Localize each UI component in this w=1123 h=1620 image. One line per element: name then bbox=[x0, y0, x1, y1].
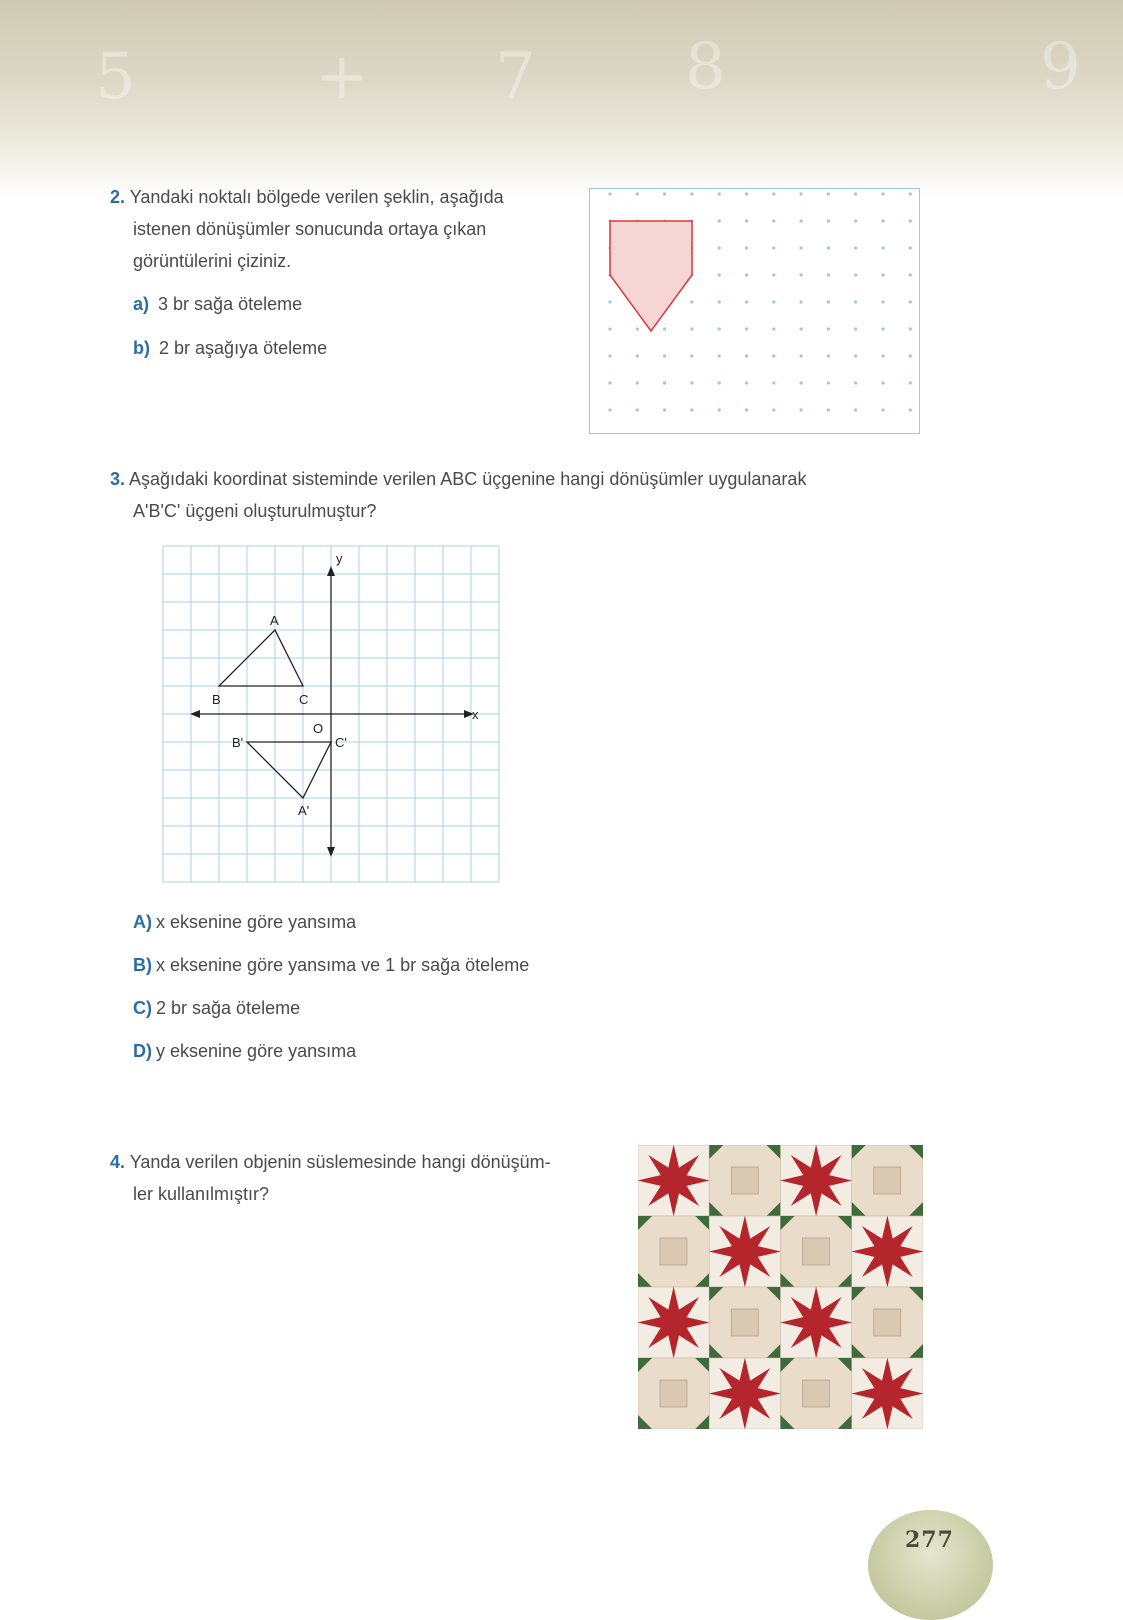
grid-dot bbox=[772, 408, 775, 411]
grid-dot bbox=[827, 219, 830, 222]
decor-digit: 8 bbox=[685, 30, 726, 104]
decor-digit: 9 bbox=[1040, 30, 1081, 104]
grid-dot bbox=[718, 300, 721, 303]
quilt-patch-center bbox=[731, 1309, 758, 1336]
grid-dot bbox=[881, 354, 884, 357]
grid-dot bbox=[881, 408, 884, 411]
grid-dot bbox=[854, 219, 857, 222]
q3-option-d-text: y eksenine göre yansıma bbox=[156, 1041, 357, 1061]
grid-dot bbox=[718, 192, 721, 195]
grid-dot bbox=[800, 273, 803, 276]
quilt-patch-center bbox=[803, 1238, 830, 1265]
grid-dot bbox=[909, 408, 912, 411]
q3-text-line2: A'B'C' üçgeni oluşturulmuştur? bbox=[133, 501, 377, 521]
vertex-b-label: B bbox=[212, 692, 221, 707]
grid-dot bbox=[827, 246, 830, 249]
grid-dot bbox=[909, 381, 912, 384]
quilt-patch-center bbox=[731, 1167, 758, 1194]
pentagon-shape bbox=[610, 221, 692, 331]
grid-dot bbox=[718, 381, 721, 384]
grid-dot bbox=[800, 219, 803, 222]
grid-dot bbox=[663, 381, 666, 384]
q3-option-a-text: x eksenine göre yansıma bbox=[156, 912, 357, 932]
decor-digit: 5 bbox=[95, 40, 136, 114]
vertex-c-label: C bbox=[299, 692, 309, 707]
vertex-b-prime-label: B' bbox=[232, 735, 244, 750]
grid-dot bbox=[827, 192, 830, 195]
q3-option-c bbox=[133, 998, 300, 1019]
grid-dot bbox=[608, 381, 611, 384]
grid-dot bbox=[881, 300, 884, 303]
grid-dot bbox=[608, 354, 611, 357]
quilt-star bbox=[780, 1287, 852, 1359]
grid-dot bbox=[909, 327, 912, 330]
dot-grid-panel bbox=[589, 188, 920, 434]
coordinate-svg bbox=[160, 543, 504, 886]
q4-text-line1: Yanda verilen objenin süslemesinde hangi dönüşüm- bbox=[129, 1152, 551, 1172]
q3-option-a-label: A) bbox=[133, 912, 152, 932]
grid-dot bbox=[663, 327, 666, 330]
vertex-c-prime-label: C' bbox=[335, 735, 347, 750]
q3-option-c-text: 2 br sağa öteleme bbox=[156, 998, 301, 1018]
grid-dot bbox=[718, 219, 721, 222]
grid-dot bbox=[854, 273, 857, 276]
grid-dot bbox=[881, 327, 884, 330]
grid-dot bbox=[745, 354, 748, 357]
grid-dot bbox=[772, 192, 775, 195]
grid-dot bbox=[881, 273, 884, 276]
q2-option-a-text: 3 br sağa öteleme bbox=[158, 294, 303, 314]
q2-option-a bbox=[133, 294, 302, 315]
quilt-patch-center bbox=[660, 1380, 687, 1407]
quilt-patch-center bbox=[803, 1380, 830, 1407]
y-axis-arrow-down bbox=[327, 847, 335, 857]
grid-dot bbox=[854, 300, 857, 303]
grid-dot bbox=[718, 327, 721, 330]
q2-line1 bbox=[110, 181, 504, 213]
grid-dot bbox=[854, 408, 857, 411]
grid-dot bbox=[827, 354, 830, 357]
grid-dot bbox=[772, 327, 775, 330]
grid-dot bbox=[608, 327, 611, 330]
grid-dot bbox=[800, 192, 803, 195]
grid-dot bbox=[690, 300, 693, 303]
grid-dot bbox=[745, 381, 748, 384]
q3-option-d-label: D) bbox=[133, 1041, 152, 1061]
grid-dot bbox=[827, 408, 830, 411]
grid-dot bbox=[800, 246, 803, 249]
q2-option-b bbox=[133, 338, 327, 359]
vertex-a-prime-label: A' bbox=[298, 803, 310, 818]
grid-dot bbox=[854, 192, 857, 195]
page-number: 277 bbox=[905, 1527, 954, 1553]
grid-dot bbox=[663, 192, 666, 195]
quilt-patch-center bbox=[660, 1238, 687, 1265]
grid-dot bbox=[772, 246, 775, 249]
grid-dot bbox=[636, 327, 639, 330]
y-axis-arrow-up bbox=[327, 566, 335, 576]
q3-number: 3. bbox=[110, 469, 126, 489]
grid-dot bbox=[909, 273, 912, 276]
grid-dot bbox=[909, 354, 912, 357]
grid-dot bbox=[718, 354, 721, 357]
quilt-patch-center bbox=[874, 1167, 901, 1194]
grid-dot bbox=[800, 354, 803, 357]
grid-dot bbox=[909, 246, 912, 249]
q3-text-line1: Aşağıdaki koordinat sisteminde verilen ABC üçgenine hangi dönüşümler uygulanarak bbox=[129, 469, 807, 489]
grid-dot bbox=[636, 192, 639, 195]
grid-dot bbox=[690, 354, 693, 357]
grid-dot bbox=[827, 300, 830, 303]
grid-dot bbox=[718, 273, 721, 276]
q3-option-b bbox=[133, 955, 529, 976]
grid-dot bbox=[909, 219, 912, 222]
grid-dot bbox=[827, 273, 830, 276]
q4-line1 bbox=[110, 1146, 551, 1178]
grid-dot bbox=[854, 354, 857, 357]
q3-line1 bbox=[110, 463, 806, 495]
grid-dot bbox=[772, 381, 775, 384]
origin-label: O bbox=[313, 721, 324, 736]
q2-option-b-text: 2 br aşağıya öteleme bbox=[159, 338, 328, 358]
grid-dot bbox=[745, 300, 748, 303]
q3-option-a bbox=[133, 912, 356, 933]
decor-digit: 7 bbox=[495, 40, 536, 114]
grid-dot bbox=[663, 408, 666, 411]
grid-dot bbox=[636, 354, 639, 357]
coordinate-graph bbox=[160, 543, 504, 886]
q3-option-c-label: C) bbox=[133, 998, 152, 1018]
grid-dot bbox=[690, 192, 693, 195]
grid-dot bbox=[745, 192, 748, 195]
y-axis-label: y bbox=[336, 551, 343, 566]
grid-dot bbox=[608, 300, 611, 303]
q4-text-line2: ler kullanılmıştır? bbox=[133, 1184, 270, 1204]
grid-dot bbox=[909, 300, 912, 303]
grid-dot bbox=[636, 408, 639, 411]
x-axis-label: x bbox=[472, 707, 479, 722]
grid-dot bbox=[772, 300, 775, 303]
grid-dot bbox=[745, 327, 748, 330]
grid-dot bbox=[718, 408, 721, 411]
grid-dot bbox=[690, 381, 693, 384]
grid-dot bbox=[690, 408, 693, 411]
grid-dot bbox=[854, 327, 857, 330]
header-band bbox=[0, 0, 1123, 200]
grid-dot bbox=[881, 219, 884, 222]
grid-dot bbox=[690, 327, 693, 330]
q2-option-b-label: b) bbox=[133, 338, 150, 358]
grid-dot bbox=[881, 192, 884, 195]
quilt-svg bbox=[638, 1145, 923, 1429]
grid-dot bbox=[663, 354, 666, 357]
grid-dot bbox=[745, 273, 748, 276]
grid-dot bbox=[800, 300, 803, 303]
quilt-patch-center bbox=[874, 1309, 901, 1336]
grid-dot bbox=[800, 408, 803, 411]
grid-dot bbox=[800, 381, 803, 384]
q2-option-a-label: a) bbox=[133, 294, 150, 314]
grid-dot bbox=[608, 192, 611, 195]
grid-dot bbox=[608, 408, 611, 411]
q4-number: 4. bbox=[110, 1152, 126, 1172]
grid-dot bbox=[881, 381, 884, 384]
dot-grid bbox=[590, 189, 919, 433]
grid-dot bbox=[827, 381, 830, 384]
grid-dot bbox=[881, 246, 884, 249]
q3-option-b-label: B) bbox=[133, 955, 152, 975]
q3-option-d bbox=[133, 1041, 356, 1062]
grid-dot bbox=[772, 273, 775, 276]
q2-text-line3: görüntülerini çiziniz. bbox=[133, 251, 292, 271]
quilt-star bbox=[709, 1216, 781, 1288]
grid-dot bbox=[636, 381, 639, 384]
grid-dot bbox=[745, 408, 748, 411]
q3-option-b-text: x eksenine göre yansıma ve 1 br sağa öteleme bbox=[156, 955, 530, 975]
decor-digit: + bbox=[315, 40, 369, 114]
vertex-a-label: A bbox=[270, 613, 279, 628]
q2-number: 2. bbox=[110, 187, 126, 207]
quilt-pattern-image bbox=[638, 1145, 923, 1429]
grid-dot bbox=[772, 219, 775, 222]
grid-dot bbox=[718, 246, 721, 249]
grid-dot bbox=[909, 192, 912, 195]
q2-text-line1: Yandaki noktalı bölgede verilen şeklin, aşağıda bbox=[129, 187, 504, 207]
q2-text-line2: istenen dönüşümler sonucunda ortaya çıkan bbox=[133, 219, 487, 239]
grid-dot bbox=[745, 219, 748, 222]
grid-dot bbox=[854, 246, 857, 249]
grid-dot bbox=[854, 381, 857, 384]
grid-dot bbox=[827, 327, 830, 330]
grid-dot bbox=[800, 327, 803, 330]
grid-dot bbox=[772, 354, 775, 357]
grid-dot bbox=[745, 246, 748, 249]
